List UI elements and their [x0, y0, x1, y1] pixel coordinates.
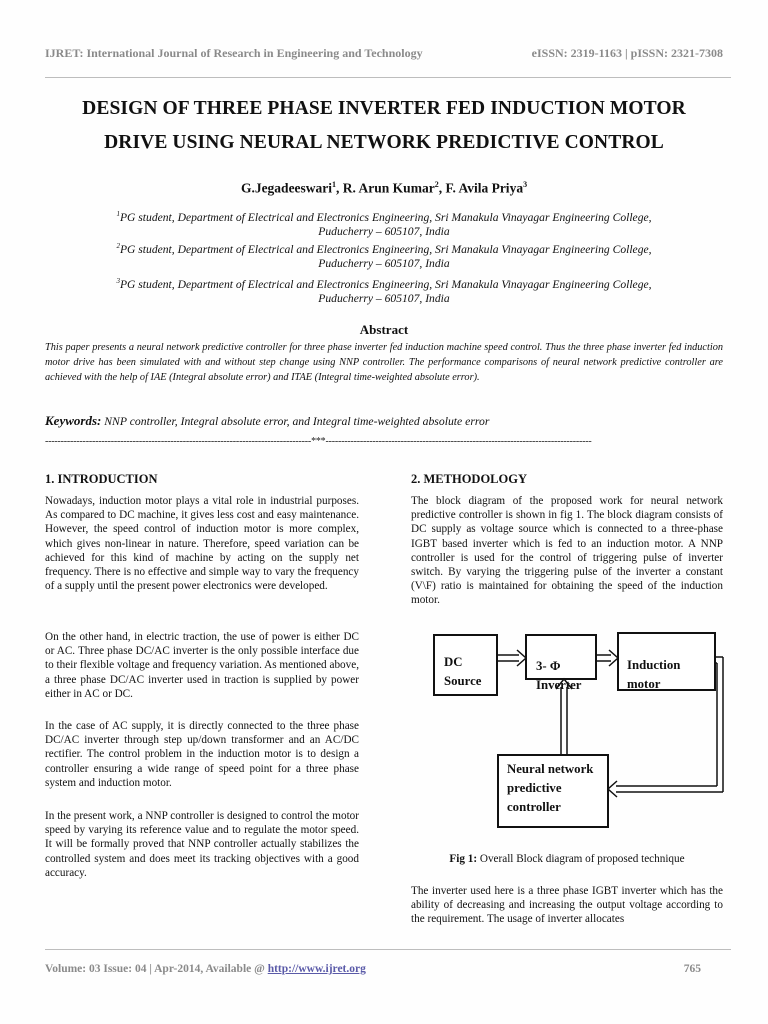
intro-paragraph-1: Nowadays, induction motor plays a vital role in industrial purposes. As compared to DC machine, it gives less cost and easy maintenance. However, the speed control of induction motor is more complex, which gives non-linear in nature. Therefore, speed variation can be achieved for this kind of machine by acting on the supply net frequency. There is no effective and simple way to vary the frequency of a supply until the present power electronics were developed.	[45, 495, 359, 593]
inverter-label-line-1: 3- Φ	[536, 659, 561, 673]
motor-label	[627, 656, 680, 694]
author-list	[0, 180, 768, 197]
author-name: R. Arun Kumar	[342, 180, 435, 196]
journal-name: IJRET: International Journal of Research in Engineering and Technology	[45, 46, 423, 60]
author-sup: 1	[332, 180, 337, 189]
abstract-heading: Abstract	[359, 322, 409, 337]
affil-sup: 3	[116, 277, 120, 285]
separator-mid: ***	[311, 436, 326, 447]
separator-right: -------------------------------------------------------------------------------------	[325, 436, 592, 447]
methodology-heading: 2. METHODOLOGY	[411, 472, 527, 486]
affil-line: Puducherry – 605107, India	[318, 256, 450, 270]
nn-label-line-3: controller	[507, 800, 561, 814]
intro-paragraph-4: In the present work, a NNP controller is designed to control the motor speed by varying its reference value and to regulate the motor speed. It will be formally proved that NNP controller actually stabilizes the controlled system and does meet its tracking objectives with a good accuracy.	[45, 810, 359, 879]
affil-line: Puducherry – 605107, India	[318, 224, 450, 238]
nn-label-line-1: Neural network	[507, 762, 594, 776]
inverter-label-line-2: Inverter	[536, 678, 582, 692]
intro-paragraph-3: In the case of AC supply, it is directly connected to the three phase DC/AC inverter through step up/down transformer and an AC/DC rectifier. The control problem in the induction motor is to design a controller ensuring a wide range of speed point for a three phase system and induction motor.	[45, 720, 359, 789]
title-line-2: DRIVE USING NEURAL NETWORK PREDICTIVE CONTROL	[104, 132, 664, 153]
affil-line: PG student, Department of Electrical and Electronics Engineering, Sri Manakula Vinayagar Engineering College,	[119, 277, 652, 291]
running-footer	[45, 963, 701, 979]
affil-sup: 1	[116, 210, 120, 218]
dc-label-line-2: Source	[444, 674, 482, 688]
header-rule	[45, 77, 731, 78]
footer-volume	[45, 963, 366, 975]
journal-link[interactable]: http://www.ijret.org	[267, 963, 366, 975]
motor-label-line-2: motor	[627, 677, 661, 691]
section-separator	[45, 436, 723, 447]
footer-rule	[45, 949, 731, 950]
paper-title	[30, 92, 738, 160]
motor-label-line-1: Induction	[627, 658, 681, 672]
nn-label-line-2: predictive	[507, 781, 562, 795]
running-header	[45, 46, 723, 62]
methodology-paragraph-1: The block diagram of the proposed work for neural network predictive controller is shown in fig 1. The block diagram consists of DC supply as voltage source which is connected to a three-phase IGBT based inverter which is fed to an induction motor. A NNP controller is used for the control of triggering pulse of inverter switch. By varying the triggering pulse of the inverter a constant (V\F) ratio is maintained for obtaining the speed of the induction motor.	[411, 495, 723, 607]
affil-line: PG student, Department of Electrical and Electronics Engineering, Sri Manakula Vinayagar Engineering College,	[119, 210, 652, 224]
affil-line: PG student, Department of Electrical and Electronics Engineering, Sri Manakula Vinayagar Engineering College,	[119, 242, 652, 256]
footer-volume-text: Volume: 03 Issue: 04 | Apr-2014, Available @	[45, 963, 268, 975]
keywords	[45, 413, 735, 429]
arrow-dc-to-inverter	[497, 650, 526, 666]
author-name: F. Avila Priya	[445, 180, 524, 196]
dc-source-label	[444, 653, 481, 691]
affiliation-3	[40, 274, 728, 306]
keywords-label: Keywords:	[45, 413, 102, 428]
nn-controller-label	[507, 760, 593, 817]
author-sep: ,	[336, 180, 343, 196]
issn: eISSN: 2319-1163 | pISSN: 2321-7308	[531, 46, 723, 60]
affil-line: Puducherry – 605107, India	[318, 291, 450, 305]
author-sup: 2	[434, 180, 439, 189]
separator-left: -------------------------------------------------------------------------------------	[45, 436, 312, 447]
figure-label: Fig 1:	[449, 853, 478, 865]
keywords-text: NNP controller, Integral absolute error, and Integral time-weighted absolute error	[104, 415, 490, 428]
author-sup: 3	[523, 180, 528, 189]
block-diagram	[411, 615, 731, 845]
intro-paragraph-2: On the other hand, in electric traction, the use of power is either DC or AC. Three phase DC/AC inverter is the only possible interface due to their flexible voltage and frequency variation. As mentioned above, a three phase DC/AC inverter used in traction is supplied by power either in AC or DC.	[45, 631, 359, 700]
inverter-label	[536, 657, 581, 695]
affil-sup: 2	[116, 242, 120, 250]
abstract-text: This paper presents a neural network predictive controller for three phase inverter fed induction machine speed control. Thus the three phase inverter fed induction motor drive has been simulated with and without step change using NNP controller. The performance comparisons of neural network predictive controller are achieved with the help of IAE (Integral absolute error) and ITAE (Integral time-weighted absolute error).	[45, 342, 723, 383]
affiliation-2	[40, 239, 728, 271]
author-sep: ,	[438, 180, 446, 196]
page-number: 765	[683, 963, 701, 975]
author-name: G.Jegadeeswari	[240, 180, 333, 196]
dc-label-line-1: DC	[444, 655, 463, 669]
affiliation-1	[40, 207, 728, 239]
arrow-inverter-to-motor	[596, 650, 618, 666]
figure-caption-text: Overall Block diagram of proposed technique	[477, 853, 685, 865]
figure-caption	[411, 853, 723, 865]
methodology-paragraph-2: The inverter used here is a three phase IGBT inverter which has the ability of decreasing and increasing the output voltage according to the requirement. The usage of inverter allocates	[411, 885, 723, 926]
title-line-1: DESIGN OF THREE PHASE INVERTER FED INDUCTION MOTOR	[82, 98, 686, 119]
intro-heading: 1. INTRODUCTION	[45, 472, 158, 486]
